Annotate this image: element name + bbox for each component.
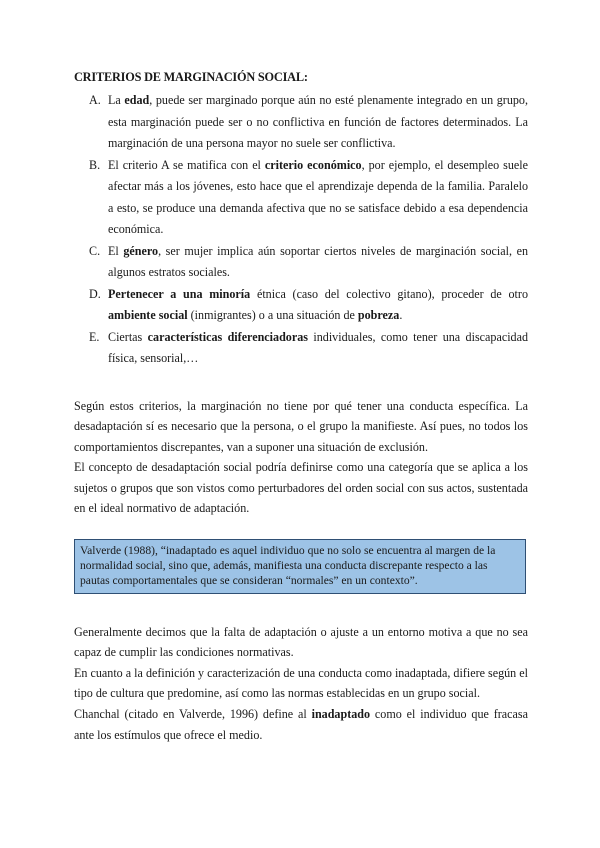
bold-term: ambiente social (108, 308, 188, 322)
criteria-list (74, 90, 528, 370)
text-run: Chanchal (citado en Valverde, 1996) define al (74, 707, 312, 722)
section-heading: CRITERIOS DE MARGINACIÓN SOCIAL: (74, 70, 308, 84)
criteria-item (74, 241, 528, 284)
criteria-text (108, 158, 528, 237)
text-run: El (108, 243, 124, 258)
criteria-item (74, 90, 528, 155)
list-marker: C. (89, 243, 101, 258)
bold-term: género (123, 243, 159, 258)
criteria-text (108, 287, 528, 323)
body-paragraph (74, 622, 528, 663)
bold-term: Pertenecer a una minoría (108, 286, 251, 301)
text-run: , por ejemplo, el desempleo suele afectar más a los jóvenes, esto hace que el aprendizaje dependa de la familia. Paralelo a esto, se produce una demanda afectiva que no se satisface debido a esa dependencia económica. (108, 157, 528, 236)
list-marker: B. (89, 157, 101, 172)
text-run: Ciertas (108, 329, 148, 344)
bold-term: inadaptado (311, 707, 371, 722)
text-run: étnica (caso del colectivo gitano), proceder de otro (250, 286, 528, 301)
criteria-item (74, 284, 528, 327)
criteria-text (108, 244, 528, 280)
list-marker: E. (89, 329, 100, 344)
bold-term: criterio económico (264, 157, 362, 172)
body-paragraph: El concepto de desadaptación social podría definirse como una categoría que se aplica a los sujetos o grupos que son vistos como perturbadores del orden social con sus actos, sustentada en el ideal normativo de adaptación. (74, 460, 528, 516)
text-run: Generalmente decimos que la falta de adaptación o ajuste a un entorno motiva a que no sea capaz de cumplir las condiciones normativas. (74, 624, 528, 660)
text-run: . (399, 308, 403, 322)
body-paragraph: Según estos criterios, la marginación no tiene por qué tener una conducta específica. La desadaptación sí es necesario que la persona, o el grupo la manifieste. Así pues, no todos los comportamientos discrepantes, van a suponer una situación de exclusión. (74, 398, 528, 454)
text-run: (inmigrantes) o a una situación de (187, 308, 358, 322)
criteria-item (74, 327, 528, 370)
list-marker: A. (89, 93, 101, 107)
criteria-text (108, 330, 528, 366)
document-body (74, 70, 528, 745)
text-run: En cuanto a la definición y caracterización de una conducta como inadaptada, difiere según el tipo de cultura que predomine, así como las normas establecidas en un grupo social. (74, 665, 528, 701)
text-run: , puede ser marginado porque aún no esté plenamente integrado en un grupo, esta marginación puede ser o no conflictiva en función de factores determinados. La marginación de una persona mayor no suele ser conflictiva. (108, 93, 528, 150)
body-paragraph (74, 663, 528, 704)
text-run: como el individuo que fracasa ante los estímulos que ofrece el medio. (74, 707, 528, 742)
text-run: individuales, como tener una discapacidad física, sensorial,… (108, 329, 529, 365)
bold-term: características diferenciadoras (147, 329, 308, 344)
text-run: El criterio A se matifica con el (108, 157, 265, 172)
bold-term: edad (124, 93, 150, 107)
quote-box: Valverde (1988), “inadaptado es aquel individuo que no solo se encuentra al margen de la normalidad social, sino que, además, manifiesta una conducta discrepante respecto a las pautas comportamentales que se consideran “normales” en un contexto”. (74, 539, 526, 594)
bold-term: pobreza (357, 308, 400, 322)
body-paragraph (74, 704, 528, 745)
criteria-text (108, 93, 528, 150)
text-run: La (108, 93, 125, 107)
criteria-item (74, 155, 528, 241)
list-marker: D. (89, 286, 101, 301)
text-run: , ser mujer implica aún soportar ciertos niveles de marginación social, en algunos estratos sociales. (108, 243, 528, 279)
